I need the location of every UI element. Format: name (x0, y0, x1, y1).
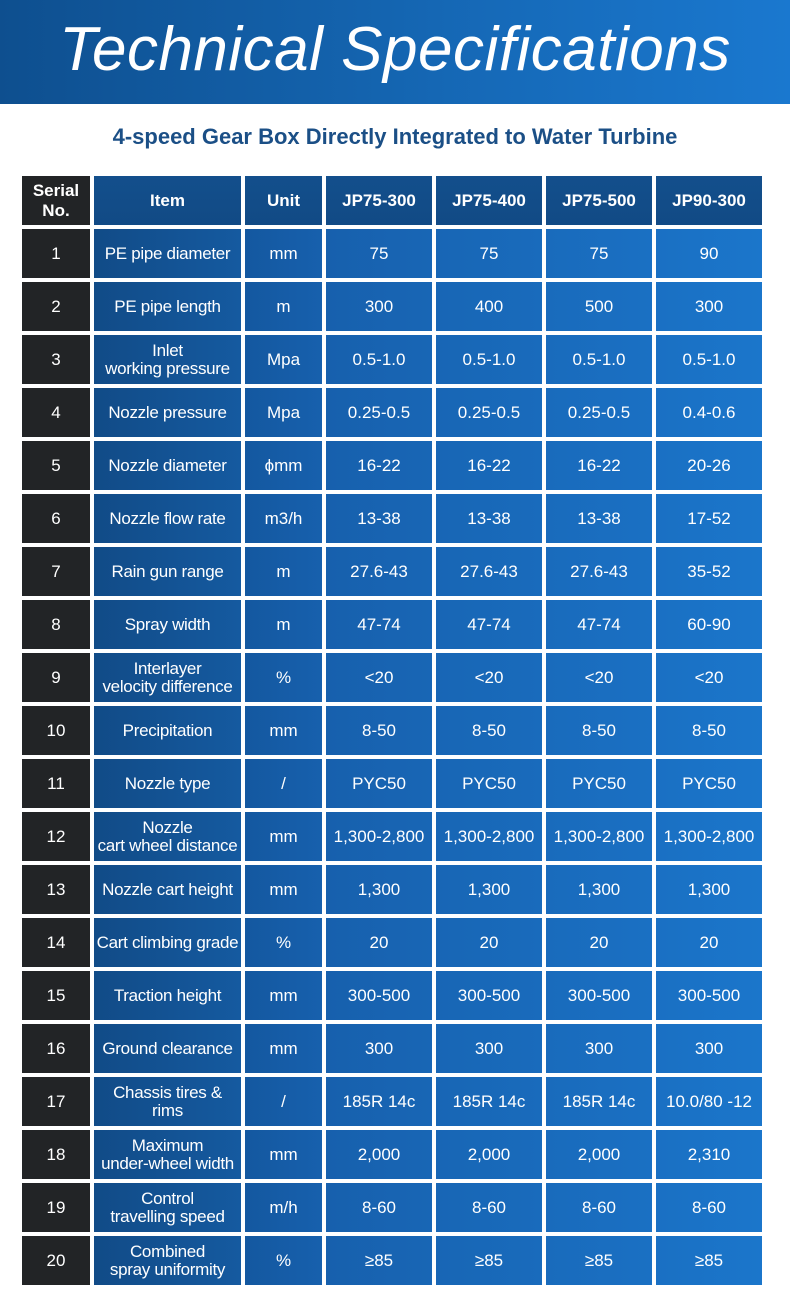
value-cell: 20-26 (656, 441, 762, 490)
value-cell: 13-38 (546, 494, 652, 543)
value-cell: 27.6-43 (436, 547, 542, 596)
column-header: JP75-500 (546, 176, 652, 225)
value-cell: <20 (546, 653, 652, 702)
unit-cell: m3/h (245, 494, 322, 543)
value-cell: 500 (546, 282, 652, 331)
table-row (22, 1077, 762, 1126)
table-row (22, 865, 762, 914)
value-cell: 47-74 (326, 600, 432, 649)
unit-cell: m (245, 547, 322, 596)
table-row (22, 1183, 762, 1232)
table-row (22, 1024, 762, 1073)
value-cell: 75 (326, 229, 432, 278)
value-cell: 300-500 (436, 971, 542, 1020)
unit-cell: Mpa (245, 388, 322, 437)
serial-cell: 9 (22, 653, 90, 702)
unit-cell: / (245, 1077, 322, 1126)
value-cell: 8-60 (326, 1183, 432, 1232)
value-cell: 0.5-1.0 (436, 335, 542, 384)
value-cell: 1,300 (326, 865, 432, 914)
serial-cell: 15 (22, 971, 90, 1020)
value-cell: 10.0/80 -12 (656, 1077, 762, 1126)
value-cell: PYC50 (326, 759, 432, 808)
value-cell: 16-22 (326, 441, 432, 490)
item-cell: Precipitation (94, 706, 241, 755)
table-row (22, 759, 762, 808)
value-cell: PYC50 (656, 759, 762, 808)
value-cell: 2,000 (326, 1130, 432, 1179)
value-cell: 0.25-0.5 (326, 388, 432, 437)
value-cell: 20 (436, 918, 542, 967)
value-cell: 185R 14c (326, 1077, 432, 1126)
value-cell: ≥85 (656, 1236, 762, 1285)
value-cell: 1,300 (656, 865, 762, 914)
table-row (22, 600, 762, 649)
value-cell: 8-50 (546, 706, 652, 755)
value-cell: 300 (546, 1024, 652, 1073)
value-cell: 300 (326, 1024, 432, 1073)
value-cell: 13-38 (436, 494, 542, 543)
item-cell: Nozzle type (94, 759, 241, 808)
value-cell: 400 (436, 282, 542, 331)
table-row (22, 653, 762, 702)
value-cell: 300 (656, 1024, 762, 1073)
value-cell: 8-60 (656, 1183, 762, 1232)
serial-cell: 16 (22, 1024, 90, 1073)
item-cell: Nozzle pressure (94, 388, 241, 437)
value-cell: <20 (436, 653, 542, 702)
spec-table (18, 172, 766, 1289)
value-cell: 0.5-1.0 (656, 335, 762, 384)
value-cell: 300-500 (546, 971, 652, 1020)
unit-cell: mm (245, 1130, 322, 1179)
table-row (22, 706, 762, 755)
unit-cell: % (245, 918, 322, 967)
serial-cell: 13 (22, 865, 90, 914)
serial-cell: 14 (22, 918, 90, 967)
value-cell: 0.5-1.0 (326, 335, 432, 384)
value-cell: 1,300 (546, 865, 652, 914)
serial-cell: 18 (22, 1130, 90, 1179)
column-header: JP75-400 (436, 176, 542, 225)
item-cell: Chassis tires & rims (94, 1077, 241, 1126)
table-row (22, 335, 762, 384)
value-cell: 185R 14c (546, 1077, 652, 1126)
value-cell: 8-50 (436, 706, 542, 755)
value-cell: 35-52 (656, 547, 762, 596)
value-cell: 13-38 (326, 494, 432, 543)
unit-cell: % (245, 1236, 322, 1285)
value-cell: 8-60 (546, 1183, 652, 1232)
unit-cell: mm (245, 971, 322, 1020)
serial-cell: 3 (22, 335, 90, 384)
serial-cell: 5 (22, 441, 90, 490)
table-row (22, 547, 762, 596)
table-row (22, 494, 762, 543)
value-cell: 60-90 (656, 600, 762, 649)
value-cell: 300-500 (656, 971, 762, 1020)
item-cell: Cart climbing grade (94, 918, 241, 967)
column-header: Unit (245, 176, 322, 225)
item-cell: PE pipe diameter (94, 229, 241, 278)
serial-cell: 11 (22, 759, 90, 808)
column-header: JP90-300 (656, 176, 762, 225)
item-cell: Nozzle cart wheel distance (94, 812, 241, 861)
value-cell: ≥85 (546, 1236, 652, 1285)
serial-cell: 4 (22, 388, 90, 437)
item-cell: Inlet working pressure (94, 335, 241, 384)
item-cell: Control travelling speed (94, 1183, 241, 1232)
value-cell: 300 (436, 1024, 542, 1073)
item-cell: Spray width (94, 600, 241, 649)
value-cell: 47-74 (436, 600, 542, 649)
item-cell: Maximum under-wheel width (94, 1130, 241, 1179)
serial-cell: 2 (22, 282, 90, 331)
value-cell: 1,300-2,800 (326, 812, 432, 861)
value-cell: 0.4-0.6 (656, 388, 762, 437)
table-row (22, 918, 762, 967)
value-cell: 2,000 (436, 1130, 542, 1179)
value-cell: 300 (326, 282, 432, 331)
value-cell: 1,300-2,800 (656, 812, 762, 861)
serial-cell: 8 (22, 600, 90, 649)
table-row (22, 282, 762, 331)
item-cell: Nozzle diameter (94, 441, 241, 490)
value-cell: 20 (546, 918, 652, 967)
item-cell: Nozzle flow rate (94, 494, 241, 543)
value-cell: 20 (656, 918, 762, 967)
value-cell: PYC50 (546, 759, 652, 808)
value-cell: 0.25-0.5 (436, 388, 542, 437)
table-row (22, 388, 762, 437)
unit-cell: mm (245, 229, 322, 278)
value-cell: 2,000 (546, 1130, 652, 1179)
unit-cell: % (245, 653, 322, 702)
value-cell: 90 (656, 229, 762, 278)
item-cell: Ground clearance (94, 1024, 241, 1073)
table-header-row (22, 176, 762, 225)
value-cell: PYC50 (436, 759, 542, 808)
item-cell: Interlayer velocity difference (94, 653, 241, 702)
table-body (22, 229, 762, 1285)
unit-cell: mm (245, 865, 322, 914)
value-cell: ≥85 (326, 1236, 432, 1285)
value-cell: 20 (326, 918, 432, 967)
item-cell: Nozzle cart height (94, 865, 241, 914)
item-cell: PE pipe length (94, 282, 241, 331)
value-cell: 300-500 (326, 971, 432, 1020)
serial-cell: 17 (22, 1077, 90, 1126)
value-cell: 1,300-2,800 (546, 812, 652, 861)
value-cell: 47-74 (546, 600, 652, 649)
value-cell: 8-60 (436, 1183, 542, 1232)
value-cell: 16-22 (436, 441, 542, 490)
table-row (22, 229, 762, 278)
page-title: Technical Specifications (59, 15, 731, 84)
table-row (22, 1236, 762, 1285)
unit-cell: mm (245, 706, 322, 755)
serial-cell: 20 (22, 1236, 90, 1285)
table-row (22, 971, 762, 1020)
value-cell: 8-50 (656, 706, 762, 755)
value-cell: 16-22 (546, 441, 652, 490)
serial-cell: 19 (22, 1183, 90, 1232)
serial-cell: 12 (22, 812, 90, 861)
value-cell: 1,300 (436, 865, 542, 914)
value-cell: <20 (656, 653, 762, 702)
column-header: Serial No. (22, 176, 90, 225)
column-header: Item (94, 176, 241, 225)
value-cell: 17-52 (656, 494, 762, 543)
unit-cell: Mpa (245, 335, 322, 384)
unit-cell: m (245, 282, 322, 331)
value-cell: 27.6-43 (326, 547, 432, 596)
value-cell: 75 (546, 229, 652, 278)
value-cell: <20 (326, 653, 432, 702)
serial-cell: 6 (22, 494, 90, 543)
table-row (22, 441, 762, 490)
value-cell: 0.5-1.0 (546, 335, 652, 384)
value-cell: 75 (436, 229, 542, 278)
item-cell: Traction height (94, 971, 241, 1020)
item-cell: Rain gun range (94, 547, 241, 596)
unit-cell: / (245, 759, 322, 808)
value-cell: 185R 14c (436, 1077, 542, 1126)
unit-cell: ϕmm (245, 441, 322, 490)
value-cell: ≥85 (436, 1236, 542, 1285)
value-cell: 8-50 (326, 706, 432, 755)
unit-cell: mm (245, 812, 322, 861)
unit-cell: m/h (245, 1183, 322, 1232)
value-cell: 2,310 (656, 1130, 762, 1179)
value-cell: 0.25-0.5 (546, 388, 652, 437)
table-row (22, 1130, 762, 1179)
unit-cell: m (245, 600, 322, 649)
value-cell: 300 (656, 282, 762, 331)
table-row (22, 812, 762, 861)
page-subtitle: 4-speed Gear Box Directly Integrated to Water Turbine (112, 124, 678, 149)
unit-cell: mm (245, 1024, 322, 1073)
title-banner (0, 0, 790, 104)
serial-cell: 7 (22, 547, 90, 596)
value-cell: 1,300-2,800 (436, 812, 542, 861)
item-cell: Combined spray uniformity (94, 1236, 241, 1285)
serial-cell: 1 (22, 229, 90, 278)
serial-cell: 10 (22, 706, 90, 755)
column-header: JP75-300 (326, 176, 432, 225)
value-cell: 27.6-43 (546, 547, 652, 596)
